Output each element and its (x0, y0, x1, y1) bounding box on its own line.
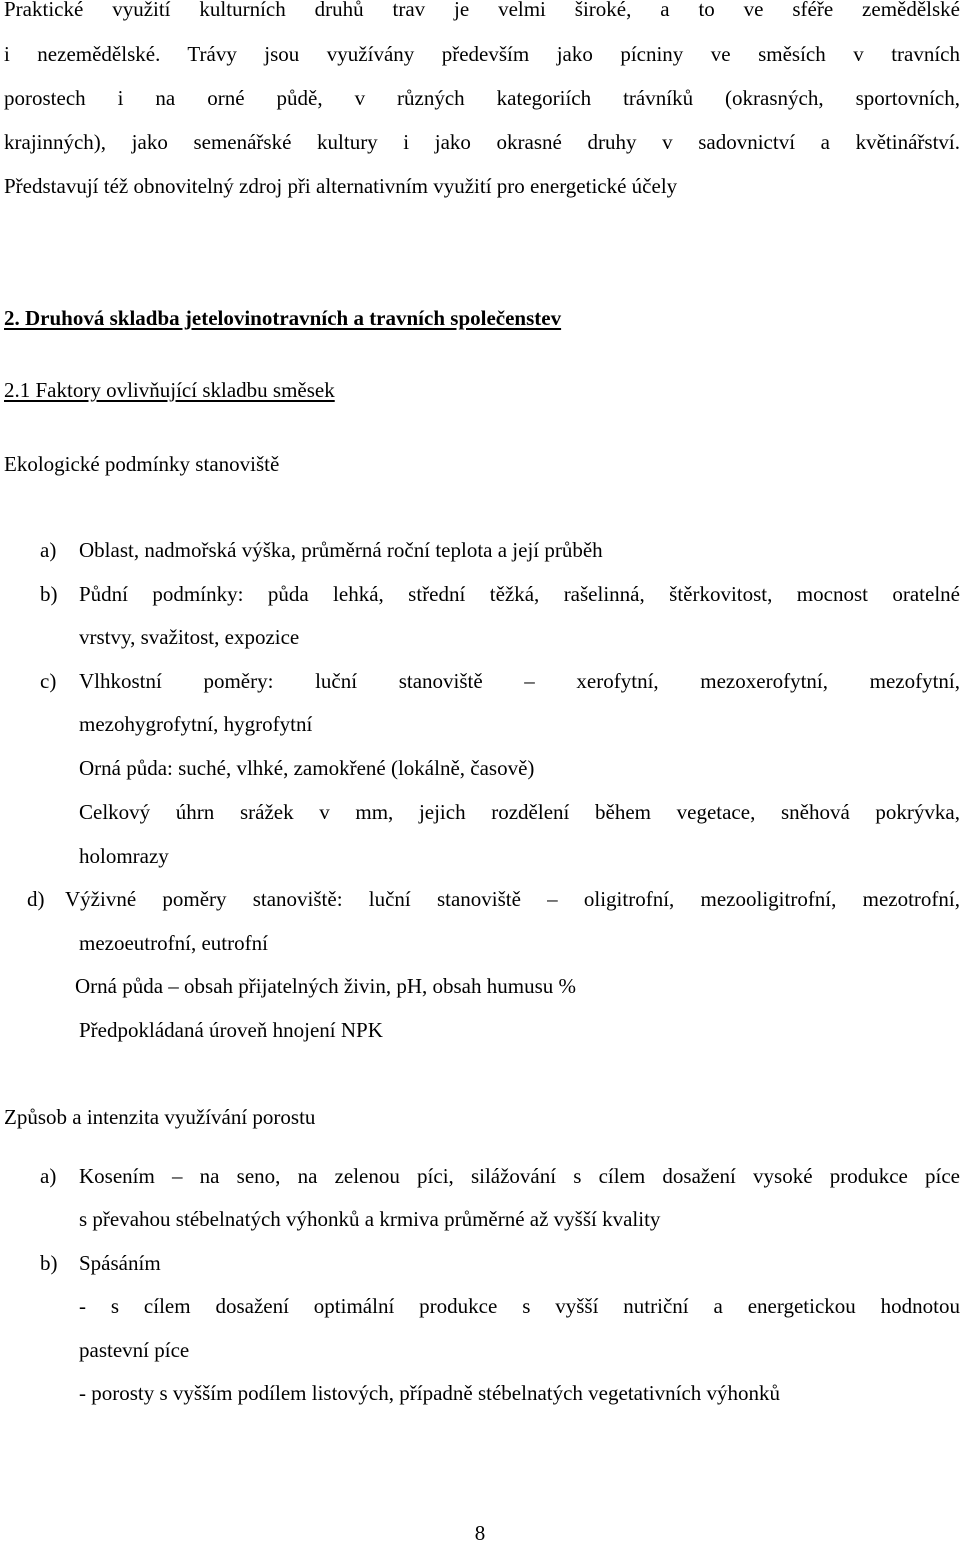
list-marker: b) (40, 582, 58, 606)
list-marker: c) (40, 669, 57, 693)
list-item-text: holomrazy (79, 844, 169, 868)
intro-line: krajinných), jako semenářské kultury i jako okrasné druhy v sadovnictví a květinářství. (4, 130, 960, 154)
list-marker: b) (40, 1251, 58, 1275)
list-item-text: Spásáním (79, 1251, 161, 1275)
list-item-text: Předpokládaná úroveň hnojení NPK (79, 1018, 383, 1042)
list-item-text: Orná půda – obsah přijatelných živin, pH, obsah humusu % (75, 974, 576, 998)
list-item-text: Vlhkostní poměry: luční stanoviště – xerofytní, mezoxerofytní, mezofytní, (79, 669, 960, 693)
list-item-text: Půdní podmínky: půda lehká, střední těžká, rašelinná, štěrkovitost, mocnost oratelné (79, 582, 960, 606)
list-item-text: Oblast, nadmořská výška, průměrná roční teplota a její průběh (79, 538, 603, 562)
list-item-text: Kosením – na seno, na zelenou píci, silážování s cílem dosažení vysoké produkce píce (79, 1164, 960, 1188)
list-item-text: vrstvy, svažitost, expozice (79, 625, 300, 649)
intro-line-last: Představují též obnovitelný zdroj při alternativním využití pro energetické účely (4, 174, 678, 198)
list-item-text: - porosty s vyšším podílem listových, případně stébelnatých vegetativních výhonků (79, 1381, 781, 1405)
list-item-text: s převahou stébelnatých výhonků a krmiva průměrné až vyšší kvality (79, 1207, 661, 1231)
intro-line: porostech i na orné půdě, v různých kategoriích trávníků (okrasných, sportovních, (4, 86, 960, 110)
list-marker: a) (40, 538, 57, 562)
ecology-title: Ekologické podmínky stanoviště (4, 452, 280, 476)
list-item-text: Výživné poměry stanoviště: luční stanoviště – oligitrofní, mezooligitrofní, mezotrofní, (65, 887, 960, 911)
list-item-text: mezohygrofytní, hygrofytní (79, 712, 313, 736)
list-item-text: Celkový úhrn srážek v mm, jejich rozdělení během vegetace, sněhová pokrývka, (79, 800, 960, 824)
list-marker: a) (40, 1164, 57, 1188)
subsection-heading: 2.1 Faktory ovlivňující skladbu směsek (4, 378, 335, 402)
list-item-text: mezoeutrofní, eutrofní (79, 931, 268, 955)
list-item-text: pastevní píce (79, 1338, 190, 1362)
list-item-text: Orná půda: suché, vlhké, zamokřené (lokálně, časově) (79, 756, 535, 780)
intro-line: Praktické využití kulturních druhů trav je velmi široké, a to ve sféře zemědělské (4, 0, 960, 21)
list-item-text: - s cílem dosažení optimální produkce s vyšší nutriční a energetickou hodnotou (79, 1294, 960, 1318)
intro-line: i nezemědělské. Trávy jsou využívány především jako pícniny ve směsích v travních (4, 42, 960, 66)
usage-title: Způsob a intenzita využívání porostu (4, 1105, 316, 1129)
list-marker: d) (27, 887, 45, 911)
page-number: 8 (474, 1521, 486, 1545)
section-heading: 2. Druhová skladba jetelovinotravních a travních společenstev (4, 306, 562, 330)
